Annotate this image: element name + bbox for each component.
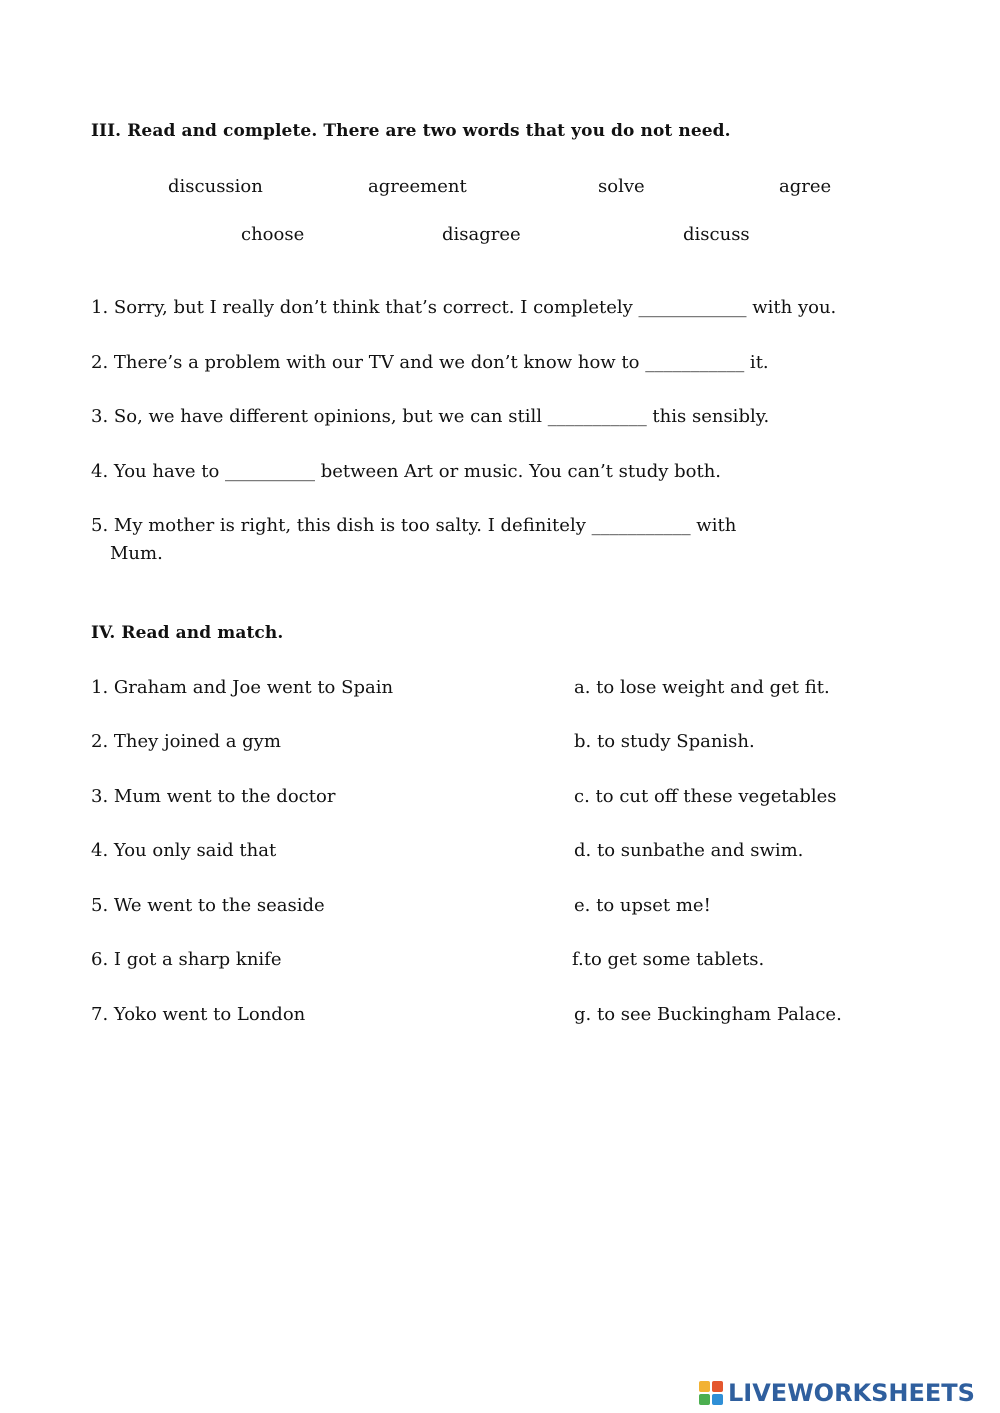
word-bank-item: agreement [368,176,467,197]
match-left-item: 4. You only said that [91,840,277,861]
brand-name: LIVEWORKSHEETS [728,1379,975,1407]
section-3-heading: III. Read and complete. There are two words that you do not need. [91,121,731,141]
word-bank-item: choose [241,224,305,245]
word-bank-item: discussion [168,176,263,197]
word-bank-item: agree [779,176,832,197]
match-right-item: d. to sunbathe and swim. [574,840,804,861]
match-left-item: 2. They joined a gym [91,731,281,752]
match-right-item: g. to see Buckingham Palace. [574,1004,842,1025]
word-bank-item: discuss [683,224,750,245]
match-right-item: b. to study Spanish. [574,731,755,752]
match-left-item: 3. Mum went to the doctor [91,786,336,807]
word-bank-item: disagree [442,224,521,245]
sentence-item: 1. Sorry, but I really don’t think that’s correct. I completely ____________ with you. [91,297,837,318]
match-left-item: 6. I got a sharp knife [91,949,282,970]
match-left-item: 1. Graham and Joe went to Spain [91,677,394,698]
match-right-item: f.to get some tablets. [572,949,765,970]
sentence-item: 4. You have to __________ between Art or music. You can’t study both. [91,461,722,482]
sentence-continuation: Mum. [110,543,163,564]
liveworksheets-brand [698,1378,975,1408]
match-right-item: c. to cut off these vegetables [574,786,837,807]
sentence-item: 5. My mother is right, this dish is too salty. I definitely ___________ with [91,515,737,536]
match-left-item: 5. We went to the seaside [91,895,325,916]
sentence-item: 3. So, we have different opinions, but we can still ___________ this sensibly. [91,406,770,427]
section-4-heading: IV. Read and match. [91,623,284,643]
word-bank-item: solve [598,176,645,197]
liveworksheets-logo-icon [698,1380,724,1406]
match-right-item: e. to upset me! [574,895,711,916]
match-right-item: a. to lose weight and get fit. [574,677,830,698]
match-left-item: 7. Yoko went to London [91,1004,306,1025]
sentence-item: 2. There’s a problem with our TV and we don’t know how to ___________ it. [91,352,769,373]
